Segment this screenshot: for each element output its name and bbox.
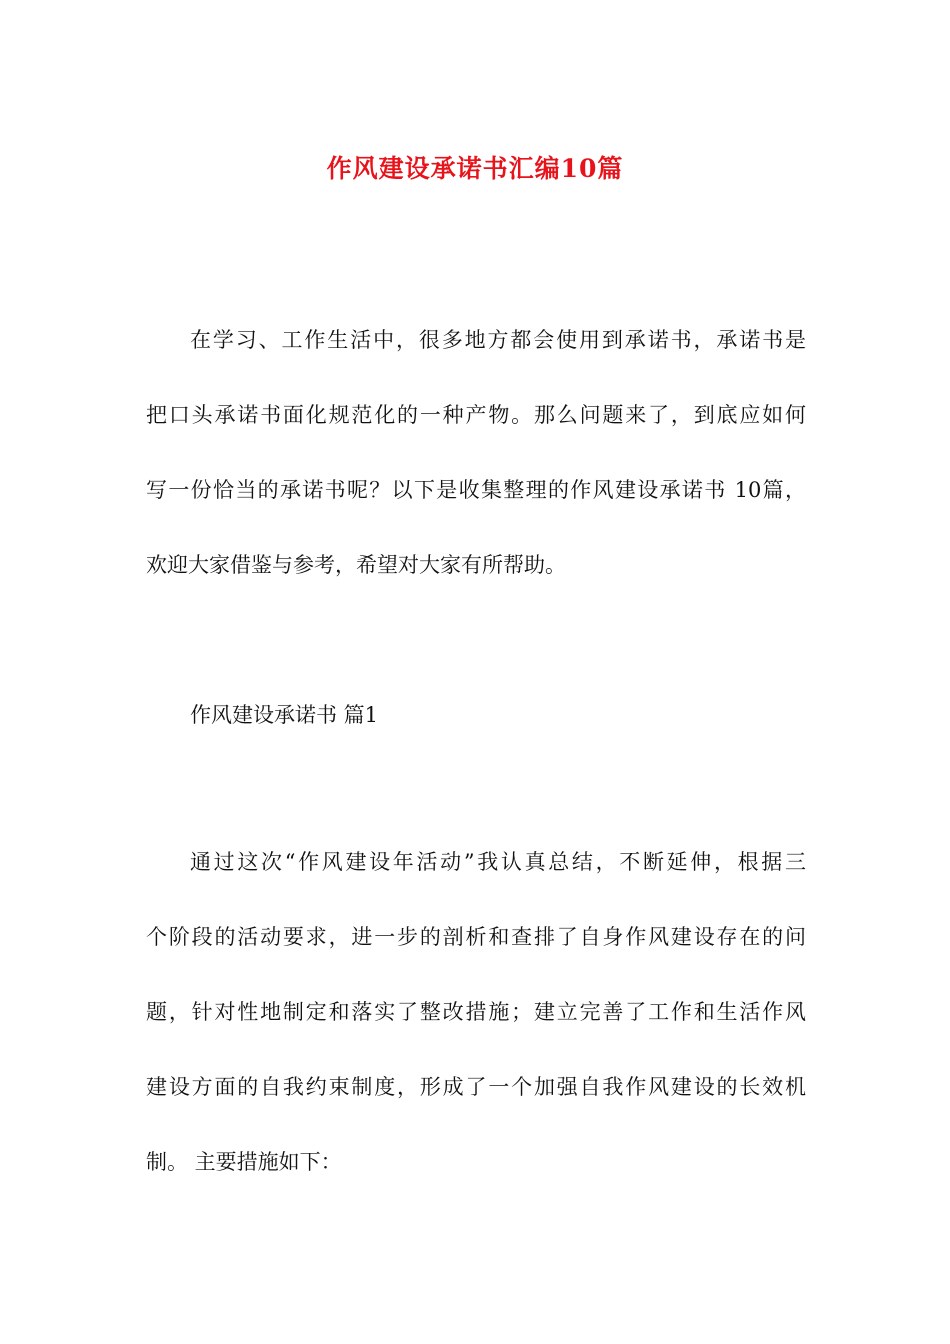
section-paragraph <box>146 825 806 1200</box>
paragraph-line: 建设方面的自我约束制度，形成了一个加强自我作风建设的长效机 <box>146 1075 806 1099</box>
document-title: 作风建设承诺书汇编10篇 <box>326 153 624 183</box>
section-heading: 作风建设承诺书 篇1 <box>190 703 379 727</box>
paragraph-line: 制。 主要措施如下： <box>146 1150 342 1174</box>
paragraph-line: 题，针对性地制定和落实了整改措施；建立完善了工作和生活作风 <box>146 1000 806 1024</box>
paragraph-line: 在学习、工作生活中，很多地方都会使用到承诺书，承诺书是 <box>190 328 806 352</box>
paragraph-line: 通过这次“作风建设年活动”我认真总结，不断延伸，根据三 <box>190 850 806 874</box>
paragraph-line: 把口头承诺书面化规范化的一种产物。那么问题来了，到底应如何 <box>146 403 806 427</box>
paragraph-line: 欢迎大家借鉴与参考，希望对大家有所帮助。 <box>146 553 566 577</box>
paragraph-line: 写一份恰当的承诺书呢？以下是收集整理的作风建设承诺书 10篇， <box>146 478 806 502</box>
paragraph-line: 个阶段的活动要求，进一步的剖析和查排了自身作风建设存在的问 <box>146 925 806 949</box>
intro-paragraph <box>146 303 806 603</box>
